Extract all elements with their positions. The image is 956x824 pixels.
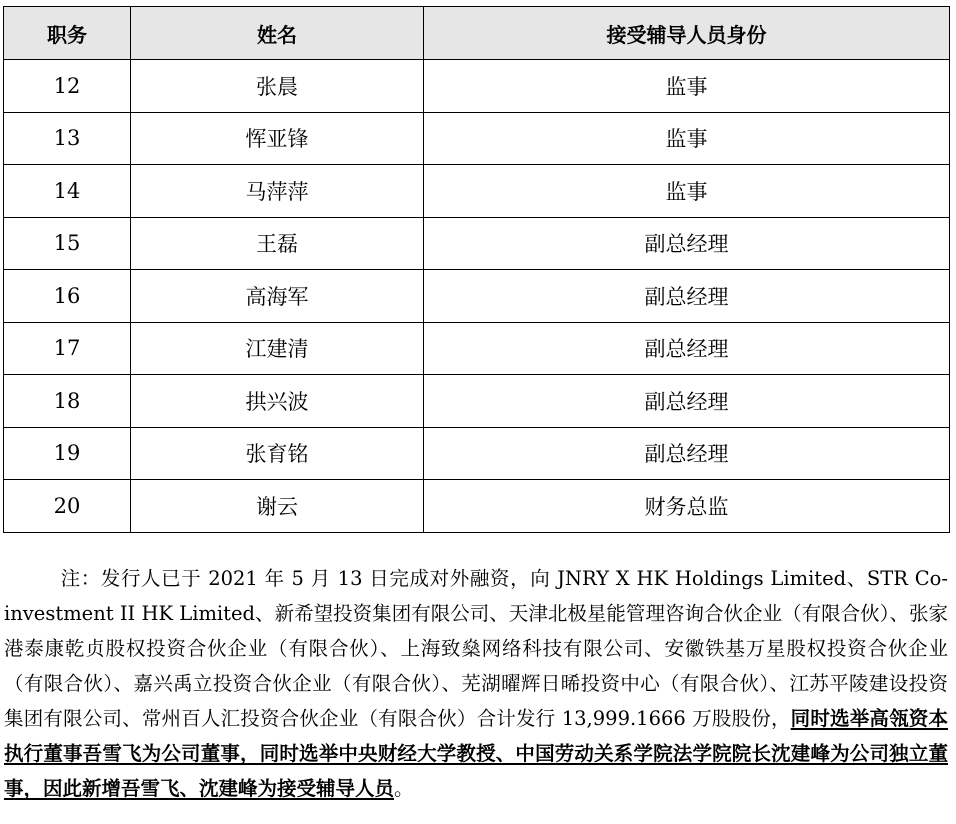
cell-name: 拱兴波	[131, 375, 424, 428]
table-row	[4, 112, 950, 165]
cell-name: 张晨	[131, 60, 424, 113]
financing-note-paragraph	[4, 561, 948, 806]
table-row	[4, 217, 950, 270]
cell-name: 谢云	[131, 480, 424, 533]
cell-number: 14	[4, 165, 131, 218]
table-row	[4, 165, 950, 218]
counseling-personnel-table	[3, 6, 950, 533]
table-header-row	[4, 7, 950, 60]
cell-role: 副总经理	[424, 322, 950, 375]
cell-number: 15	[4, 217, 131, 270]
cell-name: 高海军	[131, 270, 424, 323]
note-emphasis-underlined: 同时选举高瓴资本执行董事吾雪飞为公司董事，同时选举中央财经大学教授、中国劳动关系学院法学院院长沈建峰为公司独立董事，因此新增吾雪飞、沈建峰为接受辅导人员	[4, 706, 948, 800]
header-role: 接受辅导人员身份	[424, 7, 950, 60]
cell-role: 财务总监	[424, 480, 950, 533]
cell-number: 13	[4, 112, 131, 165]
table-row	[4, 427, 950, 480]
table-row	[4, 375, 950, 428]
cell-number: 19	[4, 427, 131, 480]
header-name: 姓名	[131, 7, 424, 60]
table-row	[4, 60, 950, 113]
cell-role: 副总经理	[424, 270, 950, 323]
table-row	[4, 270, 950, 323]
cell-number: 20	[4, 480, 131, 533]
header-position: 职务	[4, 7, 131, 60]
cell-role: 副总经理	[424, 375, 950, 428]
cell-role: 监事	[424, 165, 950, 218]
cell-number: 16	[4, 270, 131, 323]
cell-role: 副总经理	[424, 217, 950, 270]
cell-number: 12	[4, 60, 131, 113]
note-ending: 。	[394, 776, 414, 800]
cell-number: 17	[4, 322, 131, 375]
cell-name: 江建清	[131, 322, 424, 375]
cell-role: 监事	[424, 60, 950, 113]
cell-name: 马萍萍	[131, 165, 424, 218]
cell-role: 副总经理	[424, 427, 950, 480]
cell-name: 恽亚锋	[131, 112, 424, 165]
table-row	[4, 480, 950, 533]
note-text: 注：发行人已于 2021 年 5 月 13 日完成对外融资，向 JNRY X HK Holdings Limited、STR Co-investment II HK Limited、新希望投资集团有限公司、天津北极星能管理咨询合伙企业（有限合伙）、张家港泰康乾贞股权投资合伙企业（有限合伙）、上海致燊网络科技有限公司、安徽铁基万星股权投资合伙企业（有限合伙）、嘉兴禹立投资合伙企业（有限合伙）、芜湖曜辉日晞投资中心（有限合伙）、江苏平陵建设投资集团有限公司、常州百人汇投资合伙企业（有限合伙）合计发行 13,999.1666 万股股份，	[4, 566, 948, 730]
cell-role: 监事	[424, 112, 950, 165]
cell-number: 18	[4, 375, 131, 428]
cell-name: 张育铭	[131, 427, 424, 480]
cell-name: 王磊	[131, 217, 424, 270]
table-row	[4, 322, 950, 375]
